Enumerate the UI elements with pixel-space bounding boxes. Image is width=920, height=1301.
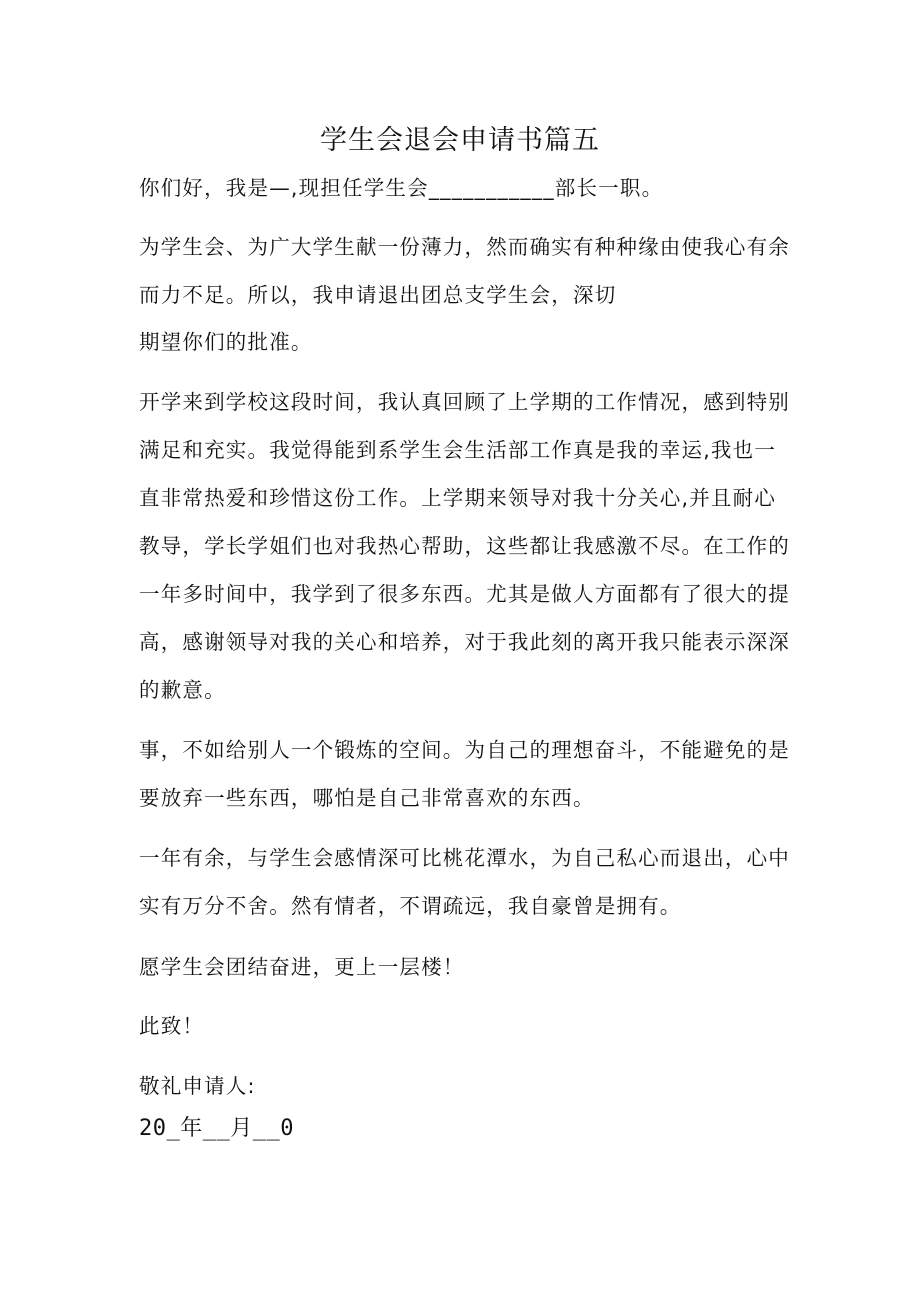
date-line: 20_年__月__0	[139, 1116, 294, 1141]
closing-line: 此致！	[139, 1014, 205, 1038]
body-line: 直非常热爱和珍惜这份工作。上学期来领导对我十分关心,并且耐心	[139, 486, 777, 510]
wish-line: 愿学生会团结奋进，更上一层楼！	[139, 955, 465, 979]
body-line: 教导，学长学姐们也对我热心帮助，这些都让我感激不尽。在工作的	[139, 534, 790, 558]
body-line: 开学来到学校这段时间，我认真回顾了上学期的工作情况，感到特别	[139, 390, 790, 414]
body-line: 实有万分不舍。然有情者，不谓疏远，我自豪曾是拥有。	[139, 894, 682, 918]
body-line: 期望你们的批准。	[139, 330, 313, 354]
body-line: 要放弃一些东西，哪怕是自己非常喜欢的东西。	[139, 786, 595, 810]
document-title: 学生会退会申请书篇五	[320, 125, 600, 156]
body-line: 而力不足。所以，我申请退出团总支学生会，深切	[139, 283, 617, 307]
greeting-line: 你们好，我是—,现担任学生会___________部长一职。	[139, 176, 664, 200]
body-line: 一年有余，与学生会感情深可比桃花潭水，为自己私心而退出，心中	[139, 846, 790, 870]
body-line: 的歉意。	[139, 678, 226, 702]
body-line: 满足和充实。我觉得能到系学生会生活部工作真是我的幸运,我也一	[139, 438, 777, 462]
body-line: 为学生会、为广大学生献一份薄力，然而确实有种种缘由使我心有余	[139, 235, 790, 259]
body-line: 一年多时间中，我学到了很多东西。尤其是做人方面都有了很大的提	[139, 582, 790, 606]
body-line: 高，感谢领导对我的关心和培养，对于我此刻的离开我只能表示深深	[139, 630, 790, 654]
signature-line: 敬礼申请人:	[139, 1074, 256, 1098]
body-line: 事，不如给别人一个锻炼的空间。为自己的理想奋斗，不能避免的是	[139, 738, 790, 762]
